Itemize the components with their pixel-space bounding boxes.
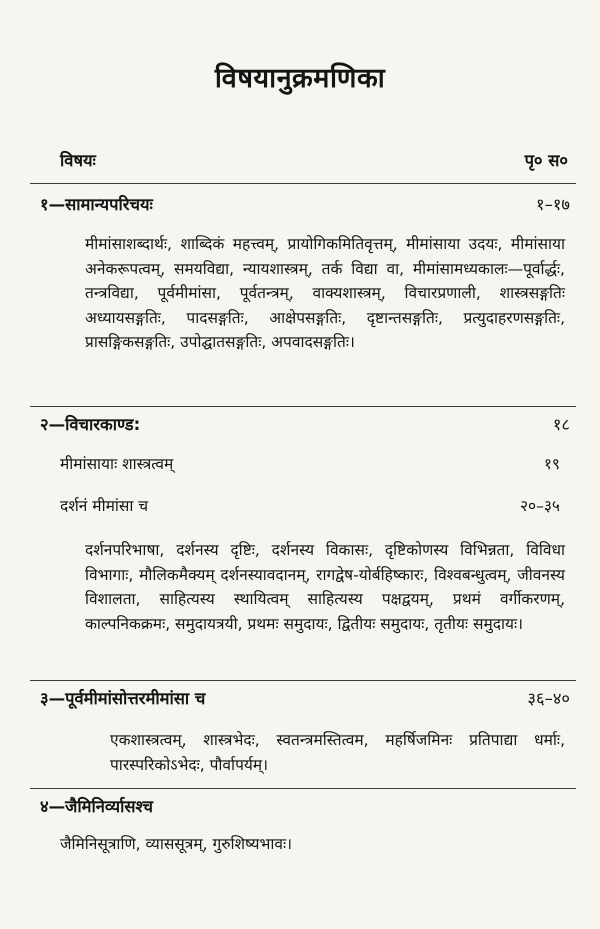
section-divider <box>30 406 576 407</box>
section-page-range: ३६–४० <box>527 689 570 708</box>
section-heading-3 <box>40 684 570 714</box>
subsection-title: दर्शनं मीमांसा च <box>60 497 149 515</box>
section-topics-2: दर्शनपरिभाषा, दर्शनस्य दृष्टिः, दर्शनस्य विकासः, दृष्टिकोणस्य विभिन्नता, विविधा विभागाः, मौलिकमैक्यम् दर्शनस्यावदानम्, रागद्वेष-योर्बहिष्कारः, विश्वबन्धुत्वम्, जीवनस्य विशालता, साहित्यस्य स्थायित्वम् साहित्यस्य पक्षद्वयम्, प्रथमं वर्गीकरणम्, काल्पनिकक्रमः, समुदायत्रयी, प्रथमः समुदायः, द्वितीयः समुदायः, तृतीयः समुदायः। <box>85 541 565 633</box>
section-page-range: १८ <box>552 415 570 434</box>
section-page-range: १–१७ <box>536 195 570 214</box>
section-divider <box>30 680 576 681</box>
subsection-title: मीमांसायाः शास्त्रत्वम् <box>60 455 174 473</box>
section-title: १—सामान्यपरिचयः <box>40 195 153 214</box>
section-topics-1: मीमांसाशब्दार्थः, शाब्दिकं महत्त्वम्, प्रायोगिकमितिवृत्तम्, मीमांसाया उदयः, मीमांसाया अनेकरूपत्वम्, समयविद्या, न्यायशास्त्रम्, तर्क विद्या वा, मीमांसामध्यकालः—पूर्वार्द्धः, तन्त्रविद्या, पूर्वमीमांसा, पूर्वतन्त्रम्, वाक्यशास्त्रम्, विचारप्रणाली, शास्त्रसङ्गतिः अध्यायसङ्गतिः, पादसङ्गतिः, आक्षेपसङ्गतिः, दृष्टान्तसङ्गतिः, प्रत्युदाहरणसङ्गतिः, प्रासङ्गिकसङ्गतिः, उपोद्घातसङ्गतिः, अपवादसङ्गतिः। <box>85 235 565 351</box>
section-heading-4 <box>40 792 570 822</box>
section-heading-1 <box>40 190 570 220</box>
section-topics-4: जैमिनिसूत्राणि, व्याससूत्रम्, गुरुशिष्यभावः। <box>60 835 293 853</box>
subject-column-label: विषयः <box>60 151 96 170</box>
page-title: विषयानुक्रमणिका <box>214 63 386 94</box>
page-number-column-label: पृ० स० <box>524 151 568 170</box>
section-title: २—विचारकाण्ड: <box>40 415 141 434</box>
section-topics-3: एकशास्त्रत्वम्, शास्त्रभेदः, स्वतन्त्रमस्तित्वम, महर्षिजमिनः प्रतिपाद्या धर्माः, पारस्परिकोऽभेदः, पौर्वापर्यम्। <box>110 731 565 774</box>
subsection-row <box>60 450 560 478</box>
column-header-row <box>60 147 568 175</box>
section-title: ४—जैमिनिर्व्यासश्च <box>40 797 154 816</box>
section-divider <box>30 788 576 789</box>
section-heading-2 <box>40 410 570 440</box>
section-divider <box>30 183 576 184</box>
section-title: ३—पूर्वमीमांसोत्तरमीमांसा च <box>40 689 206 708</box>
subsection-page: २०–३५ <box>520 497 560 515</box>
subsection-row <box>60 492 560 520</box>
subsection-page: १९ <box>543 455 560 473</box>
